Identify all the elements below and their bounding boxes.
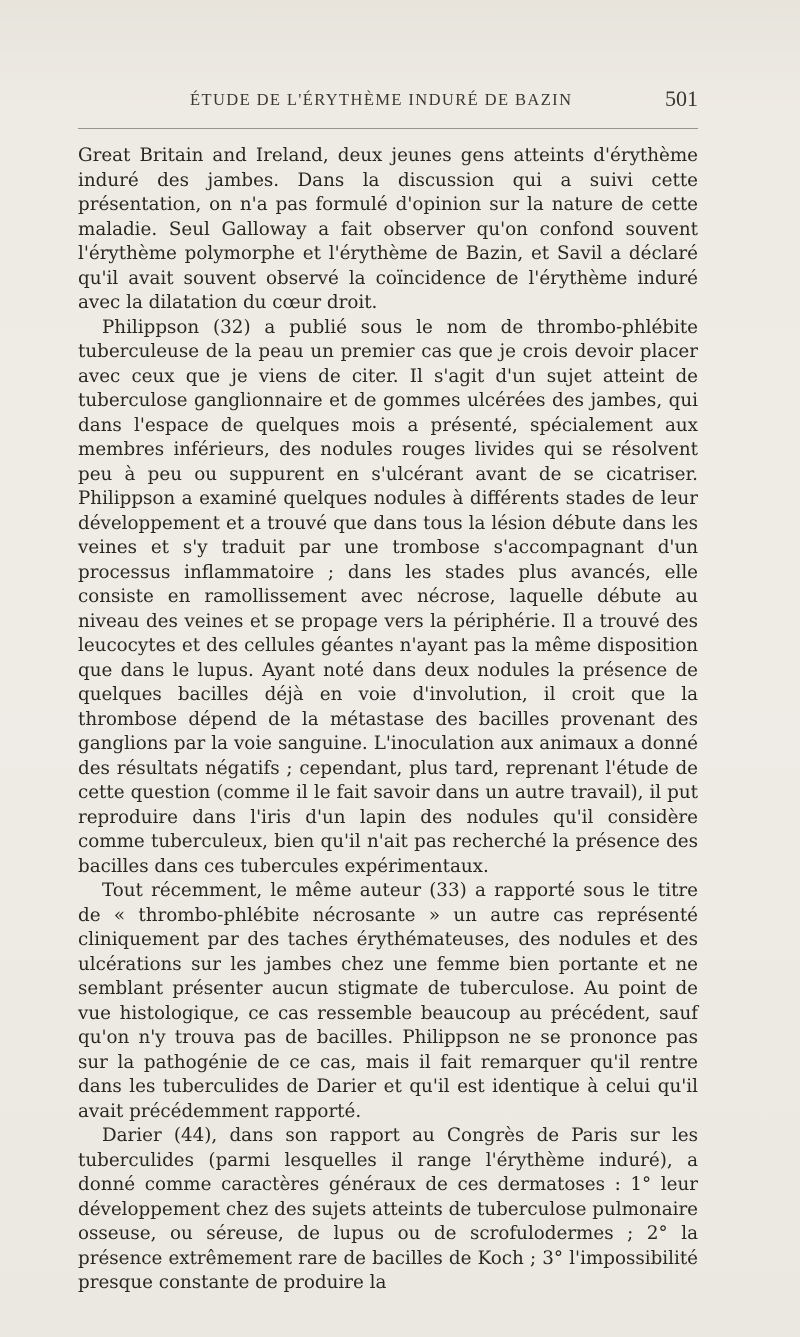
paragraph-continued: Great Britain and Ireland, deux jeunes gens atteints d'érythème induré des jambes. Dans la discussion qui a suivi cette présentation, on n'a pas formulé d'opinion sur la nature de cette maladie. Seul Galloway a fait observer qu'on confond souvent l'érythème polymorphe et l'érythème de Bazin, et Savil a déclaré qu'il avait souvent observé la coïncidence de l'érythème induré avec la dilatation du cœur droit. <box>78 145 698 313</box>
paragraph-darier: Darier (44), dans son rapport au Congrès de Paris sur les tuberculides (parmi lesquelles il range l'érythème induré), a donné comme caractères généraux de ces dermatoses : 1° leur développement chez des sujets atteints de tuberculose pulmonaire osseuse, ou séreuse, de lupus ou de scrofulodermes ; 2° la présence extrêmement rare de bacilles de Koch ; 3° l'impossibilité presque constante de produire la <box>78 1125 698 1293</box>
page-header <box>78 86 698 118</box>
header-rule <box>78 128 698 129</box>
paragraph-philippson-first-case: Philippson (32) a publié sous le nom de thrombo-phlébite tuberculeuse de la peau un premier cas que je crois devoir placer avec ceux que je viens de citer. Il s'agit d'un sujet atteint de tuberculose ganglionnaire et de gommes ulcérées des jambes, qui dans l'espace de quelques mois a présenté, spécialement aux membres inférieurs, des nodules rouges livides qui se résolvent peu à peu ou suppurent en s'ulcérant avant de se cicatriser. Philippson a examiné quelques nodules à différents stades de leur développement et a trouvé que dans tous la lésion débute dans les veines et s'y traduit par une trombose s'accompagnant d'un processus inflammatoire ; dans les stades plus avancés, elle consiste en ramollissement avec nécrose, laquelle débute au niveau des veines et se propage vers la périphérie. Il a trouvé des leucocytes et des cellules géantes n'ayant pas la même disposition que dans le lupus. Ayant noté dans deux nodules la présence de quelques bacilles déjà en voie d'involution, il croit que la thrombose dépend de la métastase des bacilles provenant des ganglions par la voie sanguine. L'inoculation aux animaux a donné des résultats négatifs ; cependant, plus tard, reprenant l'étude de cette question (comme il le fait savoir dans un autre travail), il put reproduire dans l'iris d'un lapin des nodules qu'il considère comme tuberculeux, bien qu'il n'ait pas recherché la présence des bacilles dans ces tubercules expérimentaux. <box>78 316 698 877</box>
paragraph-philippson-second-case: Tout récemment, le même auteur (33) a rapporté sous le titre de « thrombo-phlébite nécrosante » un autre cas représenté cliniquement par des taches érythémateuses, des nodules et des ulcérations sur les jambes chez une femme bien portante et ne semblant présenter aucun stigmate de tuberculose. Au point de vue histologique, ce cas ressemble beaucoup au précédent, sauf qu'on n'y trouva pas de bacilles. Philippson ne se prononce pas sur la pathogénie de ce cas, mais il fait remarquer qu'il rentre dans les tuberculides de Darier et qu'il est identique à celui qu'il avait précédemment rapporté. <box>78 880 698 1122</box>
running-title: ÉTUDE DE L'ÉRYTHÈME INDURÉ DE BAZIN <box>190 90 573 109</box>
body-text <box>78 144 698 1296</box>
page-number: 501 <box>665 86 698 111</box>
